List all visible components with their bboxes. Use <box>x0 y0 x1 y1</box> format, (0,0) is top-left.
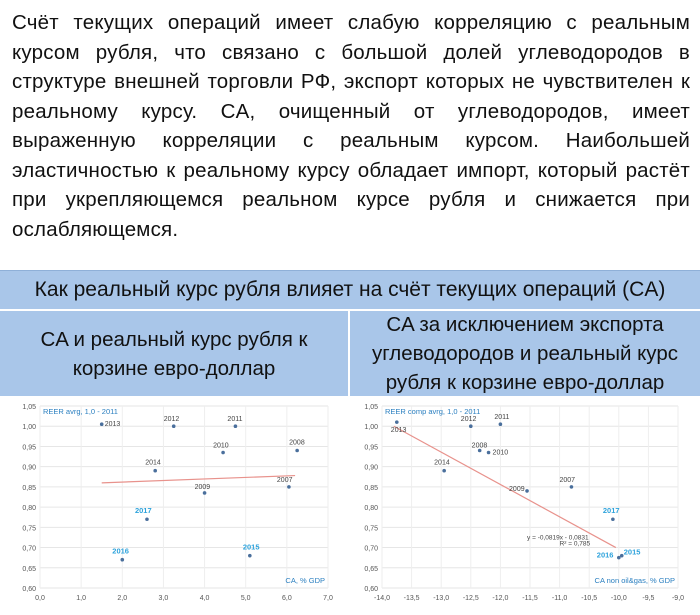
left-y-tick-label: 0,70 <box>22 545 36 553</box>
left-x-tick-label: 1,0 <box>76 595 87 602</box>
left-point-label-2007: 2007 <box>276 476 293 484</box>
description-paragraph: Счёт текущих операций имеет слабую корреляцию с реальным курсом рубля, что связано с большой долей углеводородов в структуре внешней торговли РФ, экспорт которых не чувствителен к реальному курсу. CA, очищенный от углеводородов, имеет выраженную корреляции с реальным курсом. Наибольшей эластичностью к реальному курсу обладает импорт, который растёт при укрепляющемся реальном курсе рубля и снижается при ослабляющемся. <box>12 11 690 241</box>
left-y-tick-label: 1,05 <box>22 404 36 411</box>
left-point-label-2012: 2012 <box>163 416 180 424</box>
right-x-tick-label: -12,0 <box>492 595 509 602</box>
chart-section-title: Как реальный курс рубля влияет на счёт текущих операций (CA) <box>0 270 700 310</box>
right-point-label-2014: 2014 <box>434 459 450 467</box>
right-scatter-chart <box>352 398 700 610</box>
right-y-tick-label: 0,85 <box>364 484 378 492</box>
right-scatter-svg <box>352 398 700 610</box>
left-point-2016 <box>120 558 124 562</box>
right-point-2017 <box>611 517 615 521</box>
left-y-tick-label: 0,65 <box>22 565 36 573</box>
right-point-label-2013: 2013 <box>390 427 407 435</box>
right-point-2016 <box>617 556 621 560</box>
left-point-label-2014: 2014 <box>145 459 161 467</box>
left-point-label-2008: 2008 <box>289 439 305 447</box>
left-scatter-chart <box>0 398 348 610</box>
left-y-tick-label: 1,00 <box>22 424 36 432</box>
right-point-label-2008: 2008 <box>471 442 488 450</box>
right-x-tick-label: -9,0 <box>671 595 685 602</box>
left-y-tick-label: 0,85 <box>22 484 36 492</box>
right-point-label-2012: 2012 <box>460 416 477 424</box>
right-y-tick-label: 0,65 <box>364 565 378 573</box>
left-x-tick-label: 4,0 <box>199 595 210 602</box>
right-x-tick-label: -10,5 <box>581 595 598 602</box>
right-point-2007 <box>570 485 574 489</box>
right-y-tick-label: 0,95 <box>364 444 378 452</box>
right-point-label-2015: 2015 <box>623 547 641 557</box>
right-x-tick-label: -11,0 <box>551 595 568 602</box>
right-y-tick-label: 1,00 <box>364 424 378 432</box>
left-y-axis-title: REER avrg, 1,0 - 2011 <box>43 407 118 416</box>
left-x-tick-label: 5,0 <box>240 595 251 602</box>
left-y-tick-label: 0,90 <box>22 464 36 472</box>
right-point-2014 <box>442 469 446 473</box>
left-point-2012 <box>172 424 176 428</box>
right-chart-heading: CA за исключением экспорта углеводородов и реальный курс рубля к корзине евро-доллар <box>350 311 700 396</box>
right-point-2009 <box>525 489 529 493</box>
right-point-label-2016: 2016 <box>596 550 614 560</box>
left-point-label-2013: 2013 <box>104 421 121 429</box>
left-point-label-2010: 2010 <box>213 442 229 450</box>
left-point-2008 <box>295 449 299 453</box>
left-x-tick-label: 6,0 <box>281 595 292 602</box>
right-x-tick-label: -10,0 <box>610 595 627 602</box>
right-point-label-2017: 2017 <box>602 506 620 516</box>
left-point-2007 <box>287 485 291 489</box>
right-y-tick-label: 0,60 <box>364 586 378 593</box>
left-trendline <box>102 476 295 483</box>
left-x-tick-label: 2,0 <box>117 595 128 602</box>
left-chart-heading: CA и реальный курс рубля к корзине евро-доллар <box>0 311 348 396</box>
right-x-tick-label: -12,5 <box>462 595 479 602</box>
left-point-label-2016: 2016 <box>112 546 129 556</box>
left-point-label-2009: 2009 <box>194 483 211 491</box>
right-point-2010 <box>487 451 491 455</box>
left-point-2015 <box>248 554 252 558</box>
right-y-tick-label: 0,80 <box>364 505 378 513</box>
left-point-label-2011: 2011 <box>227 416 243 424</box>
right-y-tick-label: 0,90 <box>364 464 378 472</box>
right-y-tick-label: 1,05 <box>364 404 378 411</box>
left-point-2013 <box>100 422 104 426</box>
right-point-2013 <box>395 420 399 424</box>
right-point-2011 <box>499 422 503 426</box>
right-trend-equation: y = -0,0819x - 0,0831 <box>527 534 589 542</box>
right-y-tick-label: 0,75 <box>364 525 378 533</box>
left-y-tick-label: 0,60 <box>22 586 36 593</box>
right-x-tick-label: -11,5 <box>522 595 538 602</box>
right-x-tick-label: -13,0 <box>433 595 450 602</box>
left-point-2017 <box>145 517 149 521</box>
right-point-label-2010: 2010 <box>492 449 509 457</box>
right-point-label-2009: 2009 <box>509 485 525 493</box>
right-x-tick-label: -14,0 <box>374 595 390 602</box>
left-point-2009 <box>203 491 207 495</box>
left-point-label-2015: 2015 <box>242 542 260 552</box>
left-point-2010 <box>221 451 225 455</box>
right-trend-r-squared: R² = 0,785 <box>559 540 591 548</box>
left-y-tick-label: 0,95 <box>22 444 36 452</box>
right-x-tick-label: -9,5 <box>642 595 655 602</box>
left-y-tick-label: 0,80 <box>22 505 36 513</box>
right-y-axis-title: REER comp avrg, 1,0 - 2011 <box>385 407 481 416</box>
left-point-2014 <box>153 469 157 473</box>
left-x-axis-title: CA, % GDP <box>285 576 325 585</box>
left-point-2011 <box>234 424 238 428</box>
left-x-tick-label: 7,0 <box>323 595 333 602</box>
left-y-tick-label: 0,75 <box>22 525 36 533</box>
left-scatter-svg <box>0 398 348 610</box>
right-point-2012 <box>469 424 473 428</box>
right-x-axis-title: CA non oil&gas, % GDP <box>594 576 675 585</box>
left-point-label-2017: 2017 <box>134 506 152 516</box>
right-x-tick-label: -13,5 <box>403 595 420 602</box>
right-y-tick-label: 0,70 <box>364 545 378 553</box>
left-x-tick-label: 3,0 <box>158 595 169 602</box>
right-point-label-2007: 2007 <box>559 476 576 484</box>
right-point-label-2011: 2011 <box>494 414 510 422</box>
left-x-tick-label: 0,0 <box>35 595 45 602</box>
